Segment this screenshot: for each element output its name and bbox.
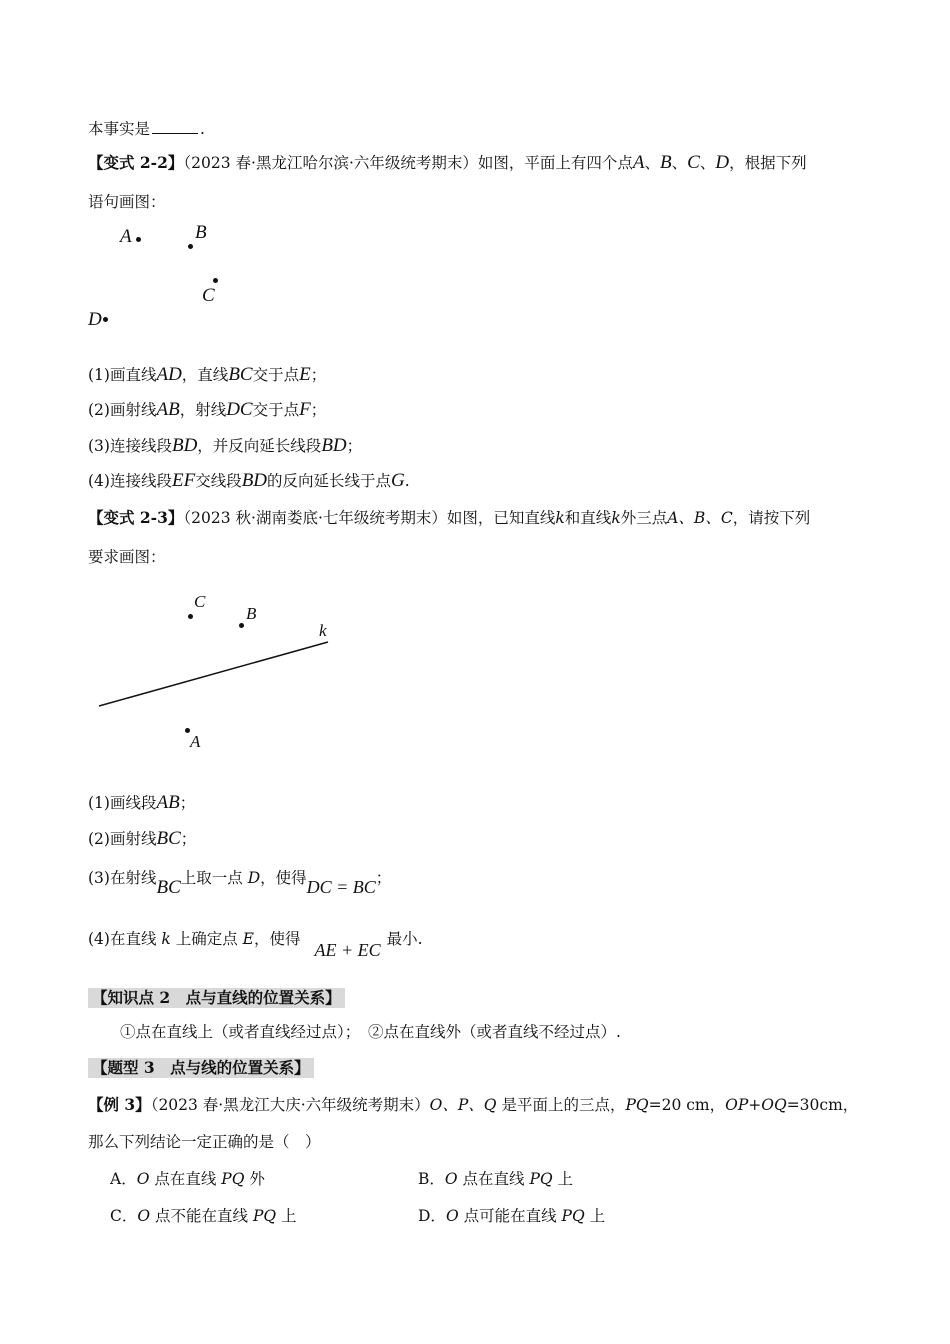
v23-stem-line2: 要求画图：	[88, 548, 166, 566]
point-b	[188, 244, 193, 249]
line-k	[99, 642, 328, 706]
option-c[interactable]: C．O 点不能在直线 PQ 上	[110, 1207, 297, 1225]
v23-figure	[90, 590, 340, 760]
kp2-body: ①点在直线上（或者直线经过点）； ②点在直线外（或者直线不经过点）.	[120, 1023, 621, 1041]
point-label-a: A	[120, 226, 132, 247]
v23-stem-line1: 【变式 2-3】（2023 秋·湖南娄底·七年级统考期末）如图，已知直线k和直线k外三点A、B、C，请按下列	[88, 508, 811, 527]
v22-stem-line2: 语句画图：	[88, 193, 166, 211]
point-label-c: C	[194, 592, 206, 611]
ex3-stem-line1: 【例 3】（2023 春·黑龙江大庆·六年级统考期末）O、P、Q 是平面上的三点，PQ=20 cm，OP+OQ=30cm，	[88, 1095, 859, 1114]
kp2-heading: 【知识点 2 点与直线的位置关系】	[88, 988, 345, 1008]
answer-blank	[152, 119, 198, 134]
option-d[interactable]: D．O 点可能在直线 PQ 上	[418, 1207, 606, 1225]
v22-item-2: (2)画射线AB，射线DC交于点F；	[88, 399, 327, 420]
ex3-stem-line2: 那么下列结论一定正确的是（ ）	[88, 1133, 321, 1151]
point-label-b: B	[246, 604, 257, 623]
v23-item-2: (2)画射线BC；	[88, 828, 197, 849]
v22-item-1: (1)画直线AD，直线BC交于点E；	[88, 364, 327, 385]
option-b[interactable]: B．O 点在直线 PQ 上	[418, 1170, 574, 1188]
point-a	[136, 237, 141, 242]
v23-item-1: (1)画线段AB；	[88, 792, 196, 813]
point-c	[213, 278, 218, 283]
point-label-b: B	[195, 222, 207, 243]
v23-item-3: (3)在射线BC上取一点 D，使得DC = BC；	[88, 869, 392, 898]
point-d	[103, 317, 108, 322]
point-label-c: C	[202, 285, 215, 306]
tx3-heading: 【题型 3 点与线的位置关系】	[88, 1058, 314, 1078]
v22-item-4: (4)连接线段EF交线段BD的反向延长线于点G.	[88, 470, 410, 491]
point-b	[239, 623, 244, 628]
v23-item-4: (4)在直线 k 上确定点 E，使得AE + EC最小.	[88, 930, 423, 960]
point-label-a: A	[190, 732, 201, 751]
option-a[interactable]: A．O 点在直线 PQ 外	[110, 1170, 265, 1188]
v22-item-3: (3)连接线段BD，并反向延长线段BD；	[88, 435, 363, 456]
top-line: 本事实是 .	[88, 120, 205, 138]
v23-figure-svg	[90, 590, 340, 760]
point-label-d: D	[88, 309, 102, 330]
v22-stem-line1: 【变式 2-2】（2023 春·黑龙江哈尔滨·六年级统考期末）如图，平面上有四个点A、B、C、D，根据下列	[88, 152, 807, 173]
line-label-k: k	[319, 621, 327, 640]
v22-figure	[88, 222, 248, 332]
point-c	[188, 614, 193, 619]
